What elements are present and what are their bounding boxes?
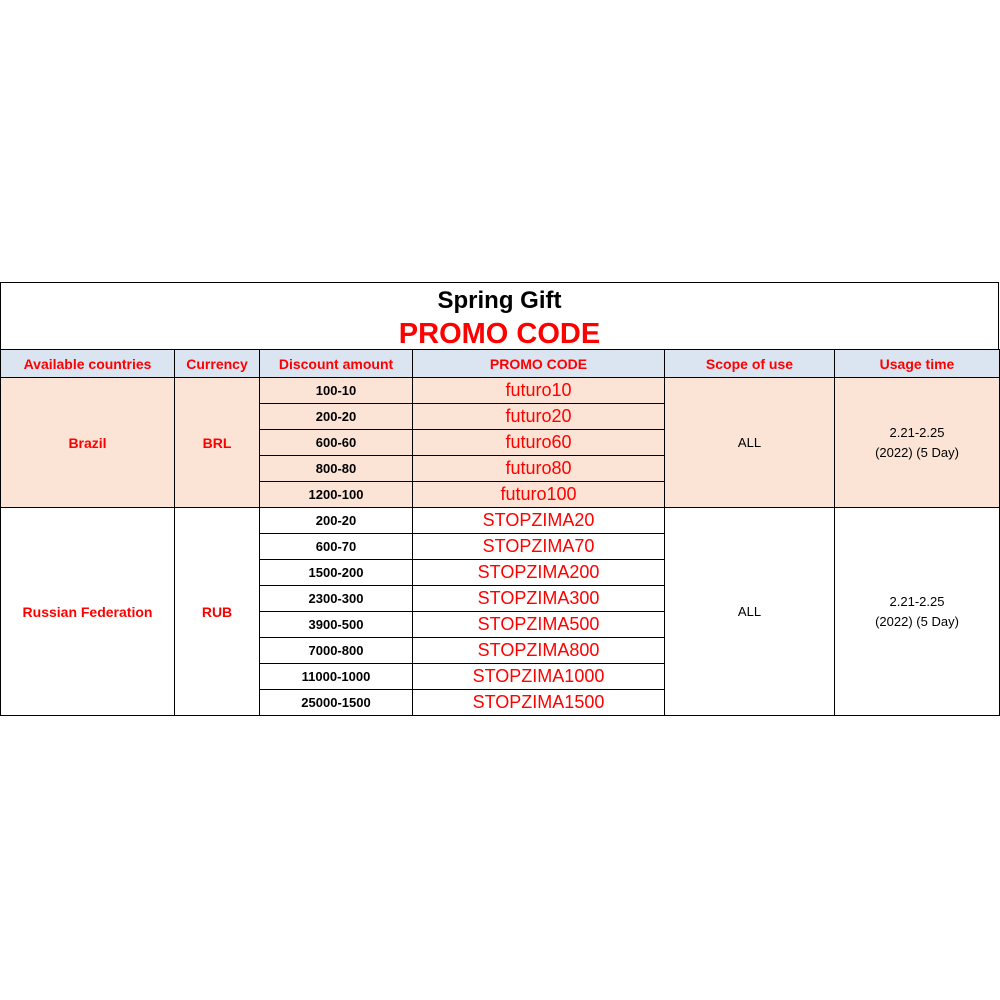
country-cell: Russian Federation <box>1 508 175 716</box>
discount-cell: 1200-100 <box>260 482 413 508</box>
discount-cell: 1500-200 <box>260 560 413 586</box>
usage-cell <box>835 378 1000 508</box>
promo-code-cell: futuro10 <box>413 378 665 404</box>
discount-cell: 200-20 <box>260 508 413 534</box>
header-usage: Usage time <box>835 350 1000 378</box>
table-row <box>1 378 1000 404</box>
discount-cell: 200-20 <box>260 404 413 430</box>
table-row <box>1 508 1000 534</box>
usage-dates: 2.21-2.25 <box>889 593 945 609</box>
table-header-row <box>1 350 1000 378</box>
discount-cell: 7000-800 <box>260 638 413 664</box>
usage-dates: 2.21-2.25 <box>889 424 945 440</box>
page-title: Spring Gift <box>437 287 562 314</box>
scope-cell: ALL <box>665 378 835 508</box>
promo-code-cell: futuro60 <box>413 430 665 456</box>
title-box <box>0 282 999 350</box>
usage-cell <box>835 508 1000 716</box>
page-subtitle: PROMO CODE <box>398 318 601 350</box>
promo-code-cell: STOPZIMA20 <box>413 508 665 534</box>
header-countries: Available countries <box>1 350 175 378</box>
promo-code-cell: STOPZIMA300 <box>413 586 665 612</box>
discount-cell: 800-80 <box>260 456 413 482</box>
promo-code-cell: STOPZIMA800 <box>413 638 665 664</box>
currency-cell: RUB <box>175 508 260 716</box>
usage-duration: (2022) (5 Day) <box>875 613 959 629</box>
promo-code-cell: futuro20 <box>413 404 665 430</box>
promo-code-cell: STOPZIMA1500 <box>413 690 665 716</box>
promo-code-cell: futuro100 <box>413 482 665 508</box>
header-discount: Discount amount <box>260 350 413 378</box>
country-cell: Brazil <box>1 378 175 508</box>
header-currency: Currency <box>175 350 260 378</box>
promo-code-cell: STOPZIMA200 <box>413 560 665 586</box>
usage-duration: (2022) (5 Day) <box>875 444 959 460</box>
discount-cell: 2300-300 <box>260 586 413 612</box>
promo-table <box>0 349 1000 716</box>
promo-code-cell: futuro80 <box>413 456 665 482</box>
header-scope: Scope of use <box>665 350 835 378</box>
scope-cell: ALL <box>665 508 835 716</box>
discount-cell: 600-60 <box>260 430 413 456</box>
discount-cell: 25000-1500 <box>260 690 413 716</box>
header-promo-code: PROMO CODE <box>413 350 665 378</box>
promo-code-sheet <box>0 282 999 718</box>
discount-cell: 600-70 <box>260 534 413 560</box>
promo-code-cell: STOPZIMA1000 <box>413 664 665 690</box>
currency-cell: BRL <box>175 378 260 508</box>
discount-cell: 3900-500 <box>260 612 413 638</box>
promo-code-cell: STOPZIMA500 <box>413 612 665 638</box>
promo-code-cell: STOPZIMA70 <box>413 534 665 560</box>
discount-cell: 11000-1000 <box>260 664 413 690</box>
discount-cell: 100-10 <box>260 378 413 404</box>
